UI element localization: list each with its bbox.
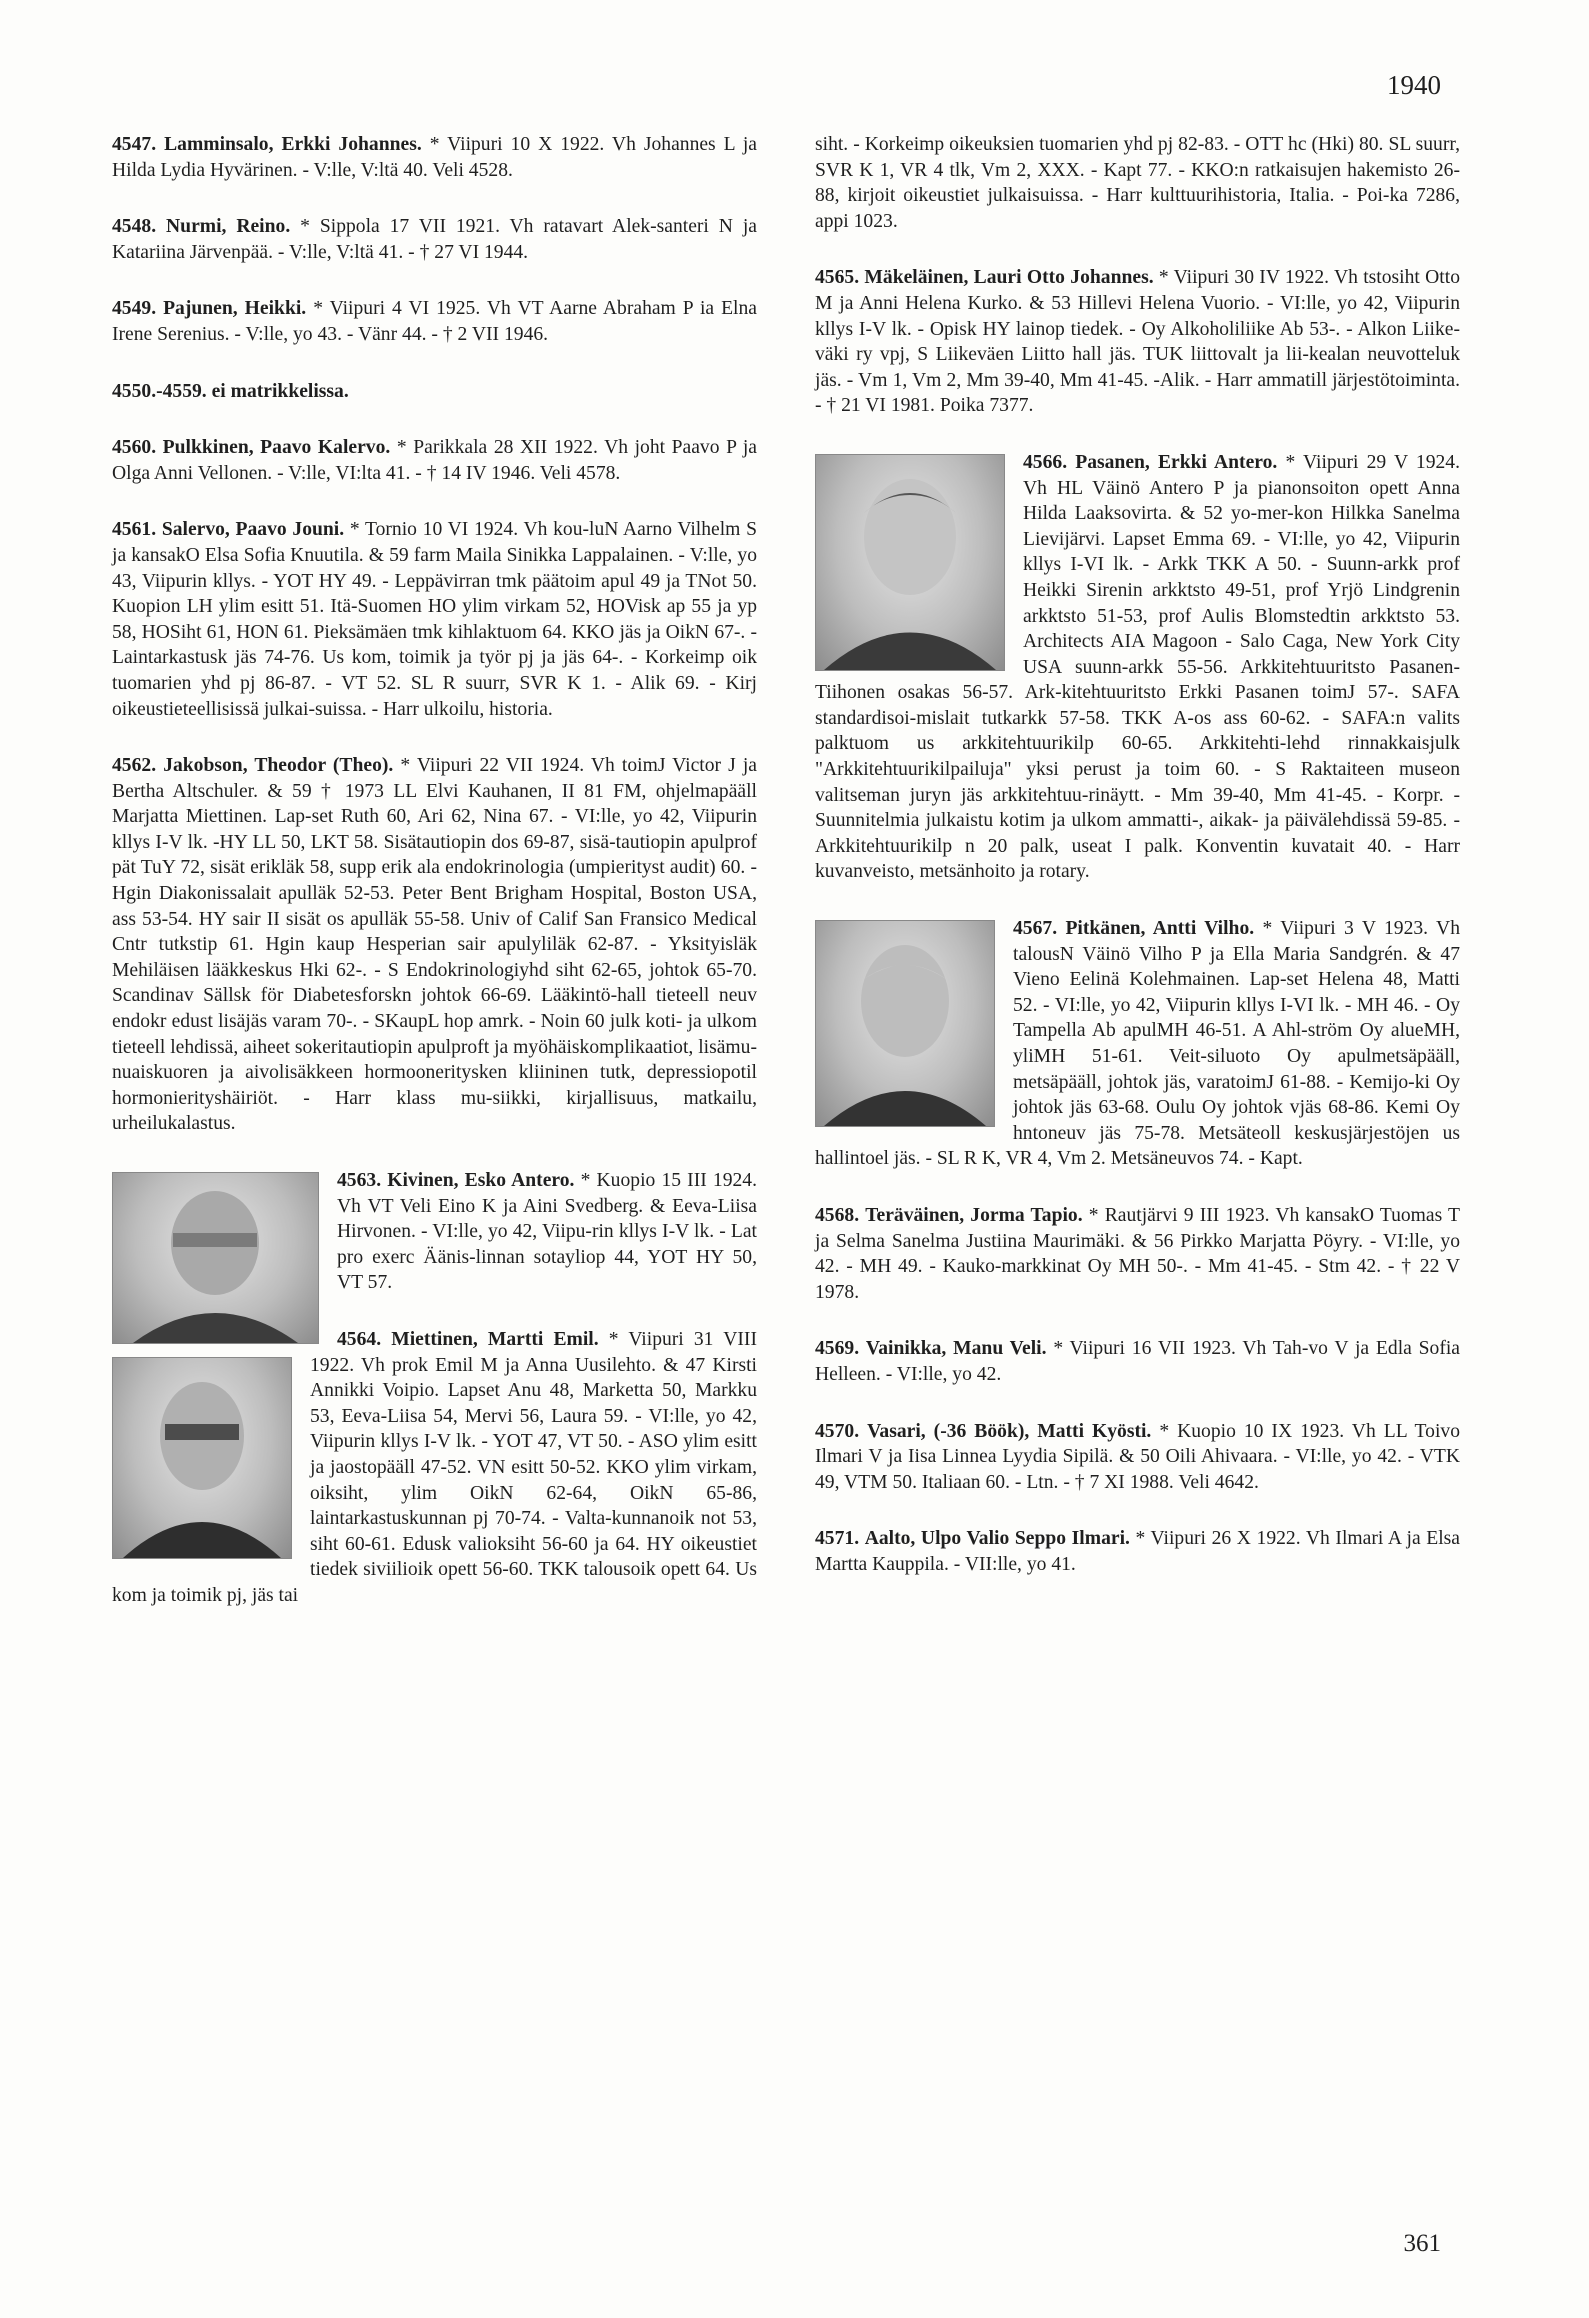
entry-continuation (815, 132, 1460, 234)
entry-4548 (112, 214, 757, 265)
entry-number: 4565. (815, 267, 860, 289)
entry-name: Mäkeläinen, Lauri Otto Johannes. (864, 267, 1154, 289)
entry-number: 4560. (112, 437, 157, 459)
right-column (815, 132, 1460, 1609)
entry-text: * Viipuri 10 X 1922. Vh Johannes L ja Hilda Lydia Hyvärinen. - V:lle, V:ltä 40. Veli 4528. (112, 134, 758, 181)
entry-text: * Rautjärvi 9 III 1923. Vh kansakO Tuomas T ja Selma Sanelma Justiina Maurimäki. & 56 Pirkko Marjatta Pöyry. - VI:lle, yo 42. - MH 49. - Kauko-markkinat Oy MH 50-. - Mm 41-45. - Stm 42. - † 22 V 1978. (815, 1204, 1460, 1303)
portrait-photo-drawing (113, 1358, 291, 1558)
entry-number: 4548. (112, 216, 157, 238)
entry-4561 (112, 517, 757, 722)
entry-4565 (815, 265, 1460, 419)
entry-text: * Kuopio 15 III 1924. Vh VT Veli Eino K ja Aini Svedberg. & Eeva-Liisa Hirvonen. - VI:lle, yo 42, Viipu-rin kllys I-V lk. - Lat pro exerc Äänis-linnan sotayliop 44, YOT HY 50, VT 57. (337, 1170, 757, 1294)
portrait-photo (815, 920, 995, 1127)
entry-number: 4570. (815, 1420, 860, 1442)
entry-number: 4568. (815, 1204, 860, 1226)
entry-name: Aalto, Ulpo Valio Seppo Ilmari. (864, 1528, 1130, 1550)
entry-number: 4563. (337, 1170, 382, 1191)
entry-name: Kivinen, Esko Antero. (387, 1170, 575, 1191)
entry-text: * Viipuri 30 IV 1922. Vh tstosiht Otto M ja Anni Helena Kurko. & 53 Hillevi Helena Vuorio. - VI:lle, yo 42, Viipurin kllys I-V lk. - Opisk HY lainop tiedek. - Oy Alkoholiliike Ab 53-. - Alkon Liike-väki ry vpj, S Liikeväen Liitto hall jäs. TUK liittovalt ja lii-kealan neuvotteluk jäs. - Vm 1, Vm 2, Mm 39-40, Mm 41-45. -Alik. - Harr ammatill järjestötoiminta. - † 21 VI 1981. Poika 7377. (815, 267, 1460, 417)
entry-number: 4569. (815, 1338, 860, 1360)
entry-name: Vainikka, Manu Veli. (865, 1338, 1047, 1360)
entry-name: Vasari, (-36 Böök), Matti Kyösti. (867, 1420, 1152, 1442)
entry-text: * Viipuri 29 V 1924. Vh HL Väinö Antero P ja pianonsoiton opett Anna Hilda Laaksovirta. & 52 yo-mer-kon Hilkka Sanelma Lievijärvi. Lapset Emma 69. - VI:lle, yo 42, Viipurin kllys I-VI lk. - Arkk TKK A 50. - Suunn-arkk prof Heikki Sirenin arkktsto 49-51, prof Yrjö Lindgrenin arkktsto 51-53, prof Aulis Blomstedtin arkktsto 53. Architects AIA Magoon - Salo Caga, New York City USA suunn-arkk 55-56. Arkkitehtuuritsto Pasanen-Tiihonen osakas 56-57. Ark-kitehtuuritsto Erkki Pasanen toimJ 57-. SAFA standardisoi-mislait tutkarkk 57-58. TKK A-os ass 60-62. - SAFA:n valits palktuom us arkkitehtuurikilp 60-65. Arkkitehti-lehd rinnakkaisjulk "Arkkitehtuurikilpailuja" yksi perust ja toim 60. - S Raktaiteen museon valitseman juryn jäs arkkitehtuu-rinäytt. - Mm 39-40, Mm 41-45. - Korpr. - Suunnitelmia julkaistu kotim ja ulkom ammatti-, aikak- ja päivälehdissä 59-85. - Arkkitehtuurikilp n 20 palk, useat I palk. Konventin kuvatait 40. - Harr kuvanveisto, metsänhoito ja rotary. (815, 451, 1460, 883)
entry-number: 4550.-4559. (112, 380, 207, 402)
entry-number: 4564. (337, 1328, 382, 1350)
portrait-photo-drawing (816, 455, 1004, 670)
entry-name: Pajunen, Heikki. (163, 298, 307, 320)
entry-text: * Viipuri 26 X 1922. Vh Ilmari A ja Elsa Martta Kauppila. - VII:lle, yo 41. (815, 1528, 1460, 1575)
entry-number: 4547. (112, 134, 157, 155)
entry-text: * Viipuri 4 VI 1925. Vh VT Aarne Abraham P ia Elna Irene Serenius. - V:lle, yo 43. - Vänr 44. - † 2 VII 1946. (112, 298, 757, 345)
entry-4566 (815, 450, 1460, 885)
page-number-bottom: 361 (1403, 2230, 1441, 2257)
entry-4569 (815, 1336, 1460, 1387)
portrait-photo-drawing (113, 1173, 318, 1343)
entry-4571 (815, 1526, 1460, 1577)
entry-4550-4559 (112, 379, 757, 405)
entry-number: 4549. (112, 298, 157, 320)
entry-4549 (112, 296, 757, 347)
entry-text: * Viipuri 16 VII 1923. Vh Tah-vo V ja Edla Sofia Helleen. - VI:lle, yo 42. (815, 1338, 1460, 1385)
entry-name: Teräväinen, Jorma Tapio. (865, 1204, 1083, 1226)
entry-number: 4562. (112, 755, 157, 777)
entry-text: * Viipuri 3 V 1923. Vh talousN Väinö Vilho P ja Ella Maria Sandgrén. & 47 Vieno Eelinä Kolehmainen. Lap-set Helena 48, Matti 52. - VI:lle, yo 42, Viipurin kllys I-VI lk. - MH 46. - Oy Tampella Ab apulMH 46-51. A Ahl-ström Oy alueMH, yliMH 51-61. Veit-siluoto Oy apulmetsäpääll, metsäpääll, johtok jäs, varatoimJ 61-88. - Kemijo-ki Oy johtok jäs 63-68. Oulu Oy johtok vjäs 68-86. Kemi Oy hntoneuv jäs 75-78. Metsäteoll keskusjärjestöjen us hallintoel jäs. - SL R K, VR 4, Vm 2. Metsäneuvos 74. - Kapt. (815, 918, 1460, 1170)
entry-name: Miettinen, Martti Emil. (391, 1328, 599, 1350)
left-column (112, 132, 757, 1640)
portrait-photo (112, 1172, 319, 1344)
entry-name: ei matrikkelissa. (211, 380, 349, 402)
entry-4570 (815, 1419, 1460, 1496)
entry-name: Salervo, Paavo Jouni. (161, 519, 345, 541)
entry-number: 4561. (112, 519, 157, 541)
entry-name: Pulkkinen, Paavo Kalervo. (162, 437, 391, 459)
entry-text: * Sippola 17 VII 1921. Vh ratavart Alek-santeri N ja Katariina Järvenpää. - V:lle, V:ltä 41. - † 27 VI 1944. (112, 216, 757, 263)
entry-text: * Viipuri 22 VII 1924. Vh toimJ Victor J ja Bertha Altschuler. & 59 † 1973 LL Elvi Kauhanen, II 81 FM, ohjelmapääll Marjatta Miettinen. Lap-set Ruth 60, Ari 62, Nina 67. - VI:lle, yo 42, Viipurin kllys I-V lk. -HY LL 50, LKT 58. Sisätautiopin dos 69-87, sisä-tautiopin apulprof pät TuY 72, sisät erikläk 58, supp erik ala endokrinologia (umpierityst audit) 60. - Hgin Diakonissalait apulläk 52-53. Peter Bent Brigham Hospital, Boston USA, ass 53-54. HY sair II sisät os apulläk 55-58. Univ of Calif San Fransico Medical Cntr tutkstip 61. Hgin kaup Hesperian sair apulyliläk 62-87. - Yksityisläk Mehiläisen lääkkeskus Hki 62-. - S Endokrinologiyhd siht 62-65, johtok 65-70. Scandinav Sällsk för Diabetesforskn johtok 66-69. Lääkintö-hall tieteell neuv endokr edust lisäjäs varam 70-. - SKaupL hop amrk. - Noin 60 julk koti- ja ulkom tieteell lehdissä, aiheet sokeritautiopin apulproft ja myöhäiskomplikaatiot, lisämu-nuaiskuoren ja aivolisäkkeen hormooneritysken kliininen tutk, depressiopotil hormonierityshäiriöt. - Harr klass mu-siikki, kirjallisuus, matkailu, urheilukalastus. (112, 755, 757, 1135)
entry-4547 (112, 132, 757, 183)
entry-name: Jakobson, Theodor (Theo). (163, 755, 394, 777)
entry-4568 (815, 1203, 1460, 1305)
entry-number: 4567. (1013, 918, 1058, 940)
entry-text: * Tornio 10 VI 1924. Vh kou-luN Aarno Vilhelm S ja kansakO Elsa Sofia Knuutila. & 59 farm Maila Sinikka Lappalainen. - V:lle, yo 43, Viipurin kllys. - YOT HY 49. - Leppävirran tmk päätoim apul 49 ja TNot 50. Kuopion LH ylim esitt 51. Itä-Suomen HO ylim virkam 52, HOVisk ap 55 ja yp 58, HOSiht 61, HON 61. Pieksämäen tmk kihlaktuom 64. KKO jäs ja OikN 67-. - Laintarkastusk jäs 74-76. Us kom, toimik ja työr pj ja jäs 64-. - Korkeimp oik tuomarien yhd pj 86-87. - VT 52. SL R suurr, SVR K 1. - Alik 69. - Kirj oikeustieteellisissä julkai-suissa. - Harr ulkoilu, historia. (112, 519, 757, 720)
entry-name: Pitkänen, Antti Vilho. (1065, 918, 1255, 940)
page-number-top: 1940 (1387, 70, 1441, 100)
entry-text: siht. - Korkeimp oikeuksien tuomarien yhd pj 82-83. - OTT hc (Hki) 80. SL suurr, SVR K 1, VR 4 tlk, Vm 2, XXX. - Kapt 77. - KKO:n ratkaisujen hakemisto 26-88, kirjoit oikeustiet julkaisuissa. - Harr kulttuurihistoria, Italia. - Poi-ka 7286, appi 1023. (815, 134, 1460, 232)
portrait-photo-drawing (816, 921, 994, 1126)
entry-4563 (112, 1168, 757, 1296)
entry-text: * Kuopio 10 IX 1923. Vh LL Toivo Ilmari V ja Iisa Linnea Lyydia Sipilä. & 50 Oili Ahivaara. - VI:lle, yo 42. - VTK 49, VTM 50. Italiaan 60. - Ltn. - † 7 XI 1988. Veli 4642. (815, 1420, 1460, 1493)
entry-number: 4571. (815, 1528, 860, 1550)
entry-name: Pasanen, Erkki Antero. (1075, 451, 1278, 473)
entry-text: * Parikkala 28 XII 1922. Vh joht Paavo P ja Olga Anni Vellonen. - V:lle, VI:lta 41. - † 14 IV 1946. Veli 4578. (112, 437, 757, 484)
portrait-photo (815, 454, 1005, 671)
entry-text: * Viipuri 31 VIII 1922. Vh prok Emil M ja Anna Uusilehto. & 47 Kirsti Annikki Voipio. Lapset Anu 48, Marketta 50, Markku 53, Eeva-Liisa 54, Mervi 56, Laura 59. - VI:lle, yo 42, Viipurin kllys I-V lk. - YOT 47, VT 50. - ASO ylim esitt ja jaostopääll 47-52. VN esitt 50-52. KKO ylim virkam, oiksiht, ylim OikN 62-64, OikN 65-86, laintarkastuskunnan pj 70-74. - Valta-kunnanoik not 53, siht 60-61. Edusk valioksiht 56-60 ja 64. HY oikeustiet tiedek siviilioik opett 56-60. TKK talousoik opett 64. Us kom ja toimik pj, jäs tai (112, 1328, 757, 1606)
entry-name: Lamminsalo, Erkki Johannes. (164, 134, 422, 155)
entry-4564 (112, 1327, 757, 1609)
entry-number: 4566. (1023, 451, 1068, 473)
entry-4560 (112, 435, 757, 486)
entry-4562 (112, 753, 757, 1137)
entry-4567 (815, 916, 1460, 1172)
entry-name: Nurmi, Reino. (166, 216, 291, 238)
portrait-photo (112, 1357, 292, 1559)
